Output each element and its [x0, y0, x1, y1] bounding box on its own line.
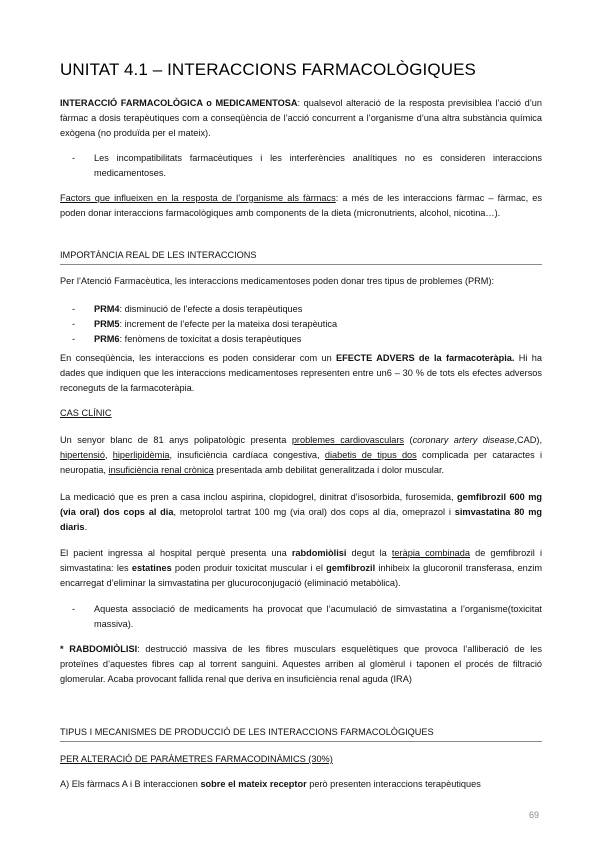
list-item	[60, 302, 542, 317]
statins-term: estatines	[131, 563, 172, 573]
hypertension-term: hipertensió	[60, 450, 105, 460]
case-text: ,	[104, 450, 113, 460]
case-text: La medicació que es pren a casa inclou aspirina, clopidogrel, dinitrat d’isosorbida, furosemida,	[60, 492, 458, 502]
definition-bullet-list	[60, 151, 542, 181]
hyperlipidemia-term: hiperlipidèmia	[112, 450, 170, 460]
prm-intro: Per l’Atenció Farmacèutica, les interaccions medicamentoses poden donar tres tipus de problemes (PRM):	[60, 276, 495, 286]
list-item: - Aquesta associació de medicaments ha provocat que l’acumulació de simvastatina a l’organisme(toxicitat massiva).	[60, 602, 542, 632]
case-heading: CAS CLÍNIC	[60, 408, 112, 418]
list-item	[60, 332, 542, 347]
section-heading-importance: IMPORTÀNCIA REAL DE LES INTERACCIONS	[60, 249, 542, 265]
case-text: ,CAD),	[514, 435, 542, 445]
point-a-paragraph	[60, 777, 542, 792]
list-item: - Les incompatibilitats farmacèutiques i les interferències analítiques no es consideren interaccions medicamentoses.	[60, 151, 542, 181]
case-text: de gemfibrozil i simvastatina: les	[60, 548, 542, 573]
factors-paragraph	[60, 191, 542, 221]
cardiovascular-term: problemes cardiovasculars	[291, 435, 405, 445]
case-paragraph-2	[60, 490, 542, 535]
case-text: degut la	[346, 548, 392, 558]
gemfibrozil-dose: gemfibrozil 600 mg (via oral) dos cops al dia	[60, 492, 542, 517]
definition-text: : qualsevol alteració de la resposta previsiblea l’acció d’un fàrmac a dosis terapèutiques com a conseqüència de l’acció concurrent a l’organisme d’una altra substància química exògena (no produïda per el mateix).	[60, 98, 542, 138]
point-a-text: A) Els fàrmacs A i B interaccionen	[60, 779, 201, 789]
note-text: : destrucció massiva de les fibres musculars esquelètiques que provoca l’alliberació de les proteïnes d’aquestes fibres cap al torrent sanguini. Aquestes arriben al glomèrul i taponen el procés de filtració glomerular. Acaba provocant fallida renal que deriva en insuficiència renal aguda (IRA)	[60, 644, 542, 684]
case-text: presentada amb debilitat generalitzada i dolor muscular.	[213, 465, 445, 475]
prm-text: : increment de l’efecte per la mateixa dosi terapèutica	[119, 319, 338, 329]
list-item	[60, 317, 542, 332]
prm-list	[60, 302, 542, 347]
factors-text: : a més de les interaccions fàrmac – fàrmac, es poden donar interaccions farmacològiques amb components de la dieta (micronutrients, alcohol, nicotina…).	[60, 193, 542, 218]
case-text: (	[404, 435, 413, 445]
case-text: , metoprolol tartrat 100 mg (via oral) dos cops al dia, omeprazol i	[173, 507, 455, 517]
gemfibrozil-term: gemfibrozil	[326, 563, 376, 573]
note-term: * RABDOMIÒLISI	[60, 644, 138, 654]
rhabdomyolysis-note	[60, 642, 542, 687]
section-heading-types: TIPUS I MECANISMES DE PRODUCCIÓ DE LES INTERACCIONS FARMACOLÒGIQUES	[60, 726, 542, 742]
case-paragraph-1	[60, 433, 542, 478]
case-text: complicada per cataractes i neuropatia,	[60, 450, 543, 475]
renal-failure-term: insuficiència renal crònica	[108, 465, 214, 475]
same-receptor-term: sobre el mateix receptor	[200, 779, 307, 789]
point-a-text: però presenten interaccions terapèutiques	[306, 779, 481, 789]
prm-code: PRM5	[94, 319, 120, 329]
diabetes-term: diabetis de tipus dos	[324, 450, 417, 460]
case-paragraph-3	[60, 546, 542, 591]
definition-paragraph	[60, 96, 542, 141]
case-text: Un senyor blanc de 81 anys polipatològic presenta	[60, 435, 292, 445]
adverse-effect-term: EFECTE ADVERS de la farmacoteràpia.	[336, 353, 515, 363]
case-text: inhibeix la glucoronil transferasa, enzim encarregat d’eliminar la simvastatina per glucuroconjugació (eliminació metabòlica).	[60, 563, 542, 588]
page-number: 69	[529, 810, 540, 820]
definition-term: INTERACCIÓ FARMACOLÒGICA o MEDICAMENTOSA	[60, 98, 298, 108]
case-text: , insuficiència cardíaca congestiva,	[169, 450, 325, 460]
prm-code: PRM4	[94, 304, 120, 314]
rhabdomyolysis-term: rabdomiòlisi	[291, 548, 347, 558]
consequence-text: Hi ha dades que indiquen que les interaccions medicamentoses representen entre un6 – 30 % de tots els efectes adversos reconeguts de la farmacoteràpia.	[60, 353, 542, 393]
prm-code: PRM6	[94, 334, 120, 344]
prm-text: : disminució de l’efecte a dosis terapèutiques	[119, 304, 303, 314]
cad-english-term: coronary artery disease	[412, 435, 515, 445]
prm-text: : fenòmens de toxicitat a dosis terapèutiques	[119, 334, 302, 344]
consequence-paragraph	[60, 351, 542, 396]
case-text: .	[84, 522, 88, 532]
combined-therapy-term: teràpia combinada	[391, 548, 471, 558]
case-bullet-list	[60, 602, 542, 632]
page-title: UNITAT 4.1 – INTERACCIONS FARMACOLÒGIQUES	[60, 60, 476, 79]
case-text: poden produir toxicitat muscular i el	[171, 563, 327, 573]
consequence-text: En conseqüència, les interaccions es poden considerar com un	[60, 353, 337, 363]
factors-term: Factors que influeixen en la resposta de l’organisme als fàrmacs	[60, 193, 336, 203]
subsection-heading-pharmacodynamic: PER ALTERACIÓ DE PARÀMETRES FARMACODINÀMICS (30%)	[60, 754, 333, 764]
case-text: El pacient ingressa al hospital perquè presenta una	[60, 548, 292, 558]
simvastatin-dose: simvastatina 80 mg diaris	[60, 507, 543, 532]
